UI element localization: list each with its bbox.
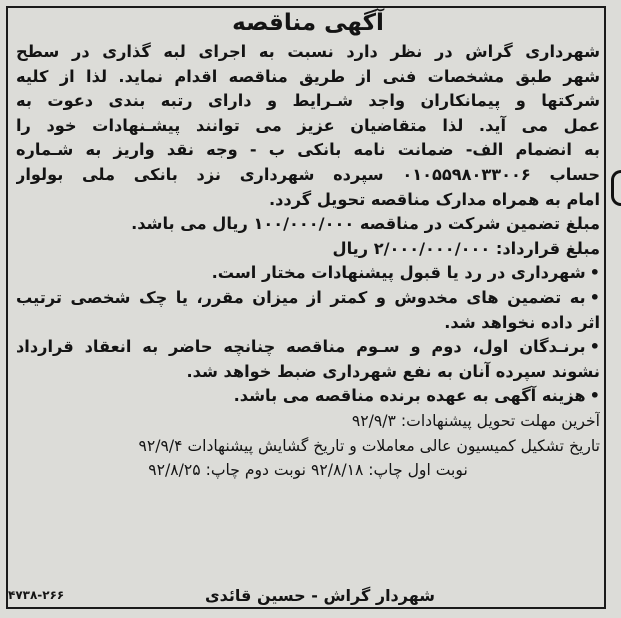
mayor-signature: شهردار گراش - حسین قائدی bbox=[204, 586, 436, 605]
ad-code: ۴۷۳۸-۲۶۶ bbox=[8, 588, 65, 602]
bullet-item: • هزینه آگهی به عهده برنده مناقصه می باشد. bbox=[16, 384, 600, 409]
intro-line: امام به همراه مدارک مناقصه تحویل گردد. bbox=[268, 189, 600, 209]
intro-line: عمل می آید. لذا متقاضیان عزیز می توانند پیشـنهادات خود را bbox=[16, 115, 600, 135]
notice-title: آگهی مناقصه bbox=[232, 10, 384, 36]
intro-line: شرکتها و پیمانکاران واجد شـرایط و دارای رتبه بندی دعوت به bbox=[16, 91, 600, 111]
intro-line: حساب ۰۱۰۵۵۹۸۰۳۳۰۰۶ سپرده شهرداری نزد بانکی ملی بولوار bbox=[16, 164, 600, 184]
notice-content bbox=[16, 8, 600, 483]
bullet-continuation: اثر داده نخواهد شد. bbox=[444, 312, 600, 332]
guarantee-amount: مبلغ تضمین شرکت در مناقصه ۱۰۰/۰۰۰/۰۰۰ ریال می باشد. bbox=[131, 214, 600, 234]
intro-line: شهرداری گراش در نظر دارد نسبت به اجرای لبه گذاری در سطح bbox=[16, 42, 600, 61]
bullet-item: • به تضمین های مخدوش و کمتر از میزان مقرر، یا چک شخصی ترتیب bbox=[16, 286, 600, 311]
intro-line: به انضمام الف- ضمانت نامه بانکی ب - وجه نقد واریز به شـماره bbox=[16, 140, 600, 160]
publish-dates: نوبت اول چاپ: ۹۲/۸/۱۸ نوبت دوم چاپ: ۹۲/۸/۲۵ bbox=[148, 461, 468, 480]
bullet-item: • برنـدگان اول، دوم و سـوم مناقصه چنانچه حاضر به انعقاد قرارداد bbox=[16, 335, 600, 360]
adjacent-column-mark bbox=[611, 170, 621, 206]
intro-line: شهر طبق مشخصات فنی از طریق مناقصه اقدام نماید. لذا از کلیه bbox=[16, 66, 600, 86]
bullet-item: • شهرداری در رد یا قبول پیشنهادات مختار است. bbox=[16, 261, 600, 286]
notice-body bbox=[16, 40, 600, 483]
contract-amount: مبلغ قرارداد: ۲/۰۰۰/۰۰۰/۰۰۰ ریال bbox=[332, 238, 600, 258]
commission-date: تاریخ تشکیل کمیسیون عالی معاملات و تاریخ گشایش پیشنهادات ۹۲/۹/۴ bbox=[138, 436, 600, 455]
submission-deadline: آخرین مهلت تحویل پیشنهادات: ۹۲/۹/۳ bbox=[351, 411, 600, 430]
bullet-continuation: نشوند سپرده آنان به نفع شهرداری ضبط خواهد شد. bbox=[186, 361, 600, 381]
